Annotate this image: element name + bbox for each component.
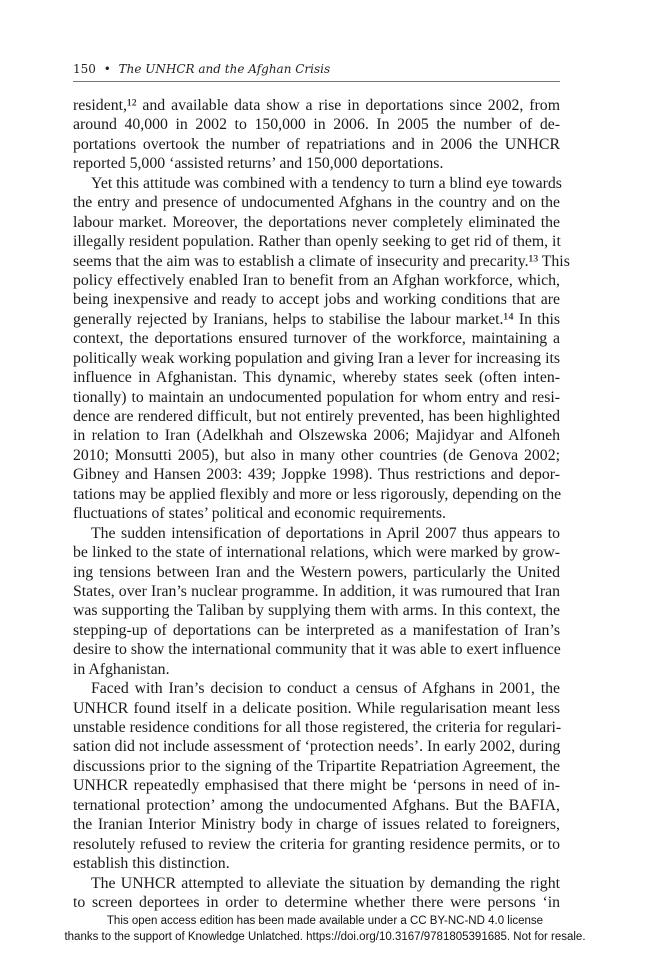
text-line: Yet this attitude was combined with a tendency to turn a blind eye towards: [91, 174, 562, 192]
text-line: Gibney and Hansen 2003: 439; Joppke 1998). Thus restrictions and depor-: [73, 466, 560, 484]
text-line: labour market. Moreover, the deportations never completely eliminated the: [73, 213, 560, 231]
text-line: desire to show the international community that it was able to exert influence: [73, 641, 561, 659]
text-line: influence in Afghanistan. This dynamic, whereby states seek (often inten-: [73, 369, 560, 387]
text-line: in relation to Iran (Adelkhah and Olszewska 2006; Majidyar and Alfoneh: [73, 427, 560, 445]
license-line-2: thanks to the support of Knowledge Unlatched. https://doi.org/10.3167/9781805391685. Not for resale.: [64, 931, 586, 943]
text-line: tionally) to maintain an undocumented population for whom entry and resi-: [73, 388, 560, 406]
text-line: politically weak working population and giving Iran a lever for increasing its: [73, 349, 560, 367]
header-separator: •: [103, 62, 111, 76]
text-line: tations may be applied flexibly and more or less rigorously, depending on the: [73, 485, 562, 503]
text-line: in Afghanistan.: [73, 660, 170, 678]
text-line: illegally resident population. Rather than openly seeking to get rid of them, it: [73, 233, 561, 251]
text-line: resident,¹² and available data show a rise in deportations since 2002, from: [73, 97, 560, 114]
text-line: being inexpensive and ready to accept jobs and working conditions that are: [73, 291, 560, 309]
text-line: States, over Iran’s nuclear programme. In addition, it was rumoured that Iran: [73, 582, 560, 600]
running-header: [73, 61, 563, 77]
text-line: policy effectively enabled Iran to benefit from an Afghan workforce, which,: [73, 271, 560, 289]
text-line: be linked to the state of international relations, which were marked by grow-: [73, 544, 560, 562]
text-line: the Iranian Interior Ministry body in charge of issues related to foreigners,: [73, 816, 560, 834]
text-line: around 40,000 in 2002 to 150,000 in 2006. In 2005 the number of de-: [73, 116, 560, 134]
text-line: discussions prior to the signing of the Tripartite Repatriation Agreement, the: [73, 757, 560, 775]
text-line: resolutely refused to review the criteria for granting residence permits, or to: [73, 835, 560, 853]
text-line: to screen deportees in order to determine whether there were persons ‘in: [73, 893, 560, 911]
text-line: seems that the aim was to establish a climate of insecurity and precarity.¹³ This: [73, 252, 570, 270]
page-number: 150: [73, 62, 96, 76]
text-line: Faced with Iran’s decision to conduct a census of Afghans in 2001, the: [91, 680, 560, 698]
text-line: establish this distinction.: [73, 855, 230, 873]
license-line-1: This open access edition has been made available under a CC BY-NC-ND 4.0 license: [106, 915, 544, 927]
text-line: ternational protection’ among the undocumented Afghans. But the BAFIA,: [73, 796, 560, 814]
header-rule: [73, 81, 560, 82]
text-line: unstable residence conditions for all those registered, the criteria for regulari-: [73, 719, 562, 736]
text-line: UNHCR found itself in a delicate position. While regularisation meant less: [73, 699, 560, 717]
text-line: fluctuations of states’ political and economic requirements.: [73, 505, 447, 523]
text-line: was supporting the Taliban by supplying them with arms. In this context, the: [73, 602, 560, 620]
text-line: reported 5,000 ‘assisted returns’ and 150,000 deportations.: [73, 155, 444, 173]
text-line: generally rejected by Iranians, helps to stabilise the labour market.¹⁴ In this: [73, 310, 560, 328]
text-line: sation did not include assessment of ‘protection needs’. In early 2002, during: [73, 738, 561, 756]
license-footer: [0, 913, 650, 945]
text-line: portations overtook the number of repatriations and in 2006 the UNHCR: [73, 135, 560, 153]
text-line: context, the deportations ensured turnover of the workforce, maintaining a: [73, 330, 560, 348]
text-line: ing tensions between Iran and the Western powers, particularly the United: [73, 563, 560, 581]
text-line: The sudden intensification of deportations in April 2007 thus appears to: [91, 524, 560, 542]
text-line: dence are rendered difficult, but not entirely prevented, has been highlighted: [73, 408, 560, 425]
text-line: The UNHCR attempted to alleviate the situation by demanding the right: [91, 874, 560, 892]
text-line: 2010; Monsutti 2005), but also in many other countries (de Genova 2002;: [73, 446, 560, 464]
body-text: [73, 96, 570, 912]
text-line: stepping-up of deportations can be interpreted as a manifestation of Iran’s: [73, 621, 560, 639]
running-title: The UNHCR and the Afghan Crisis: [118, 62, 331, 76]
text-line: UNHCR repeatedly emphasised that there might be ‘persons in need of in-: [73, 777, 560, 795]
text-line: the entry and presence of undocumented Afghans in the country and on the: [73, 194, 560, 212]
